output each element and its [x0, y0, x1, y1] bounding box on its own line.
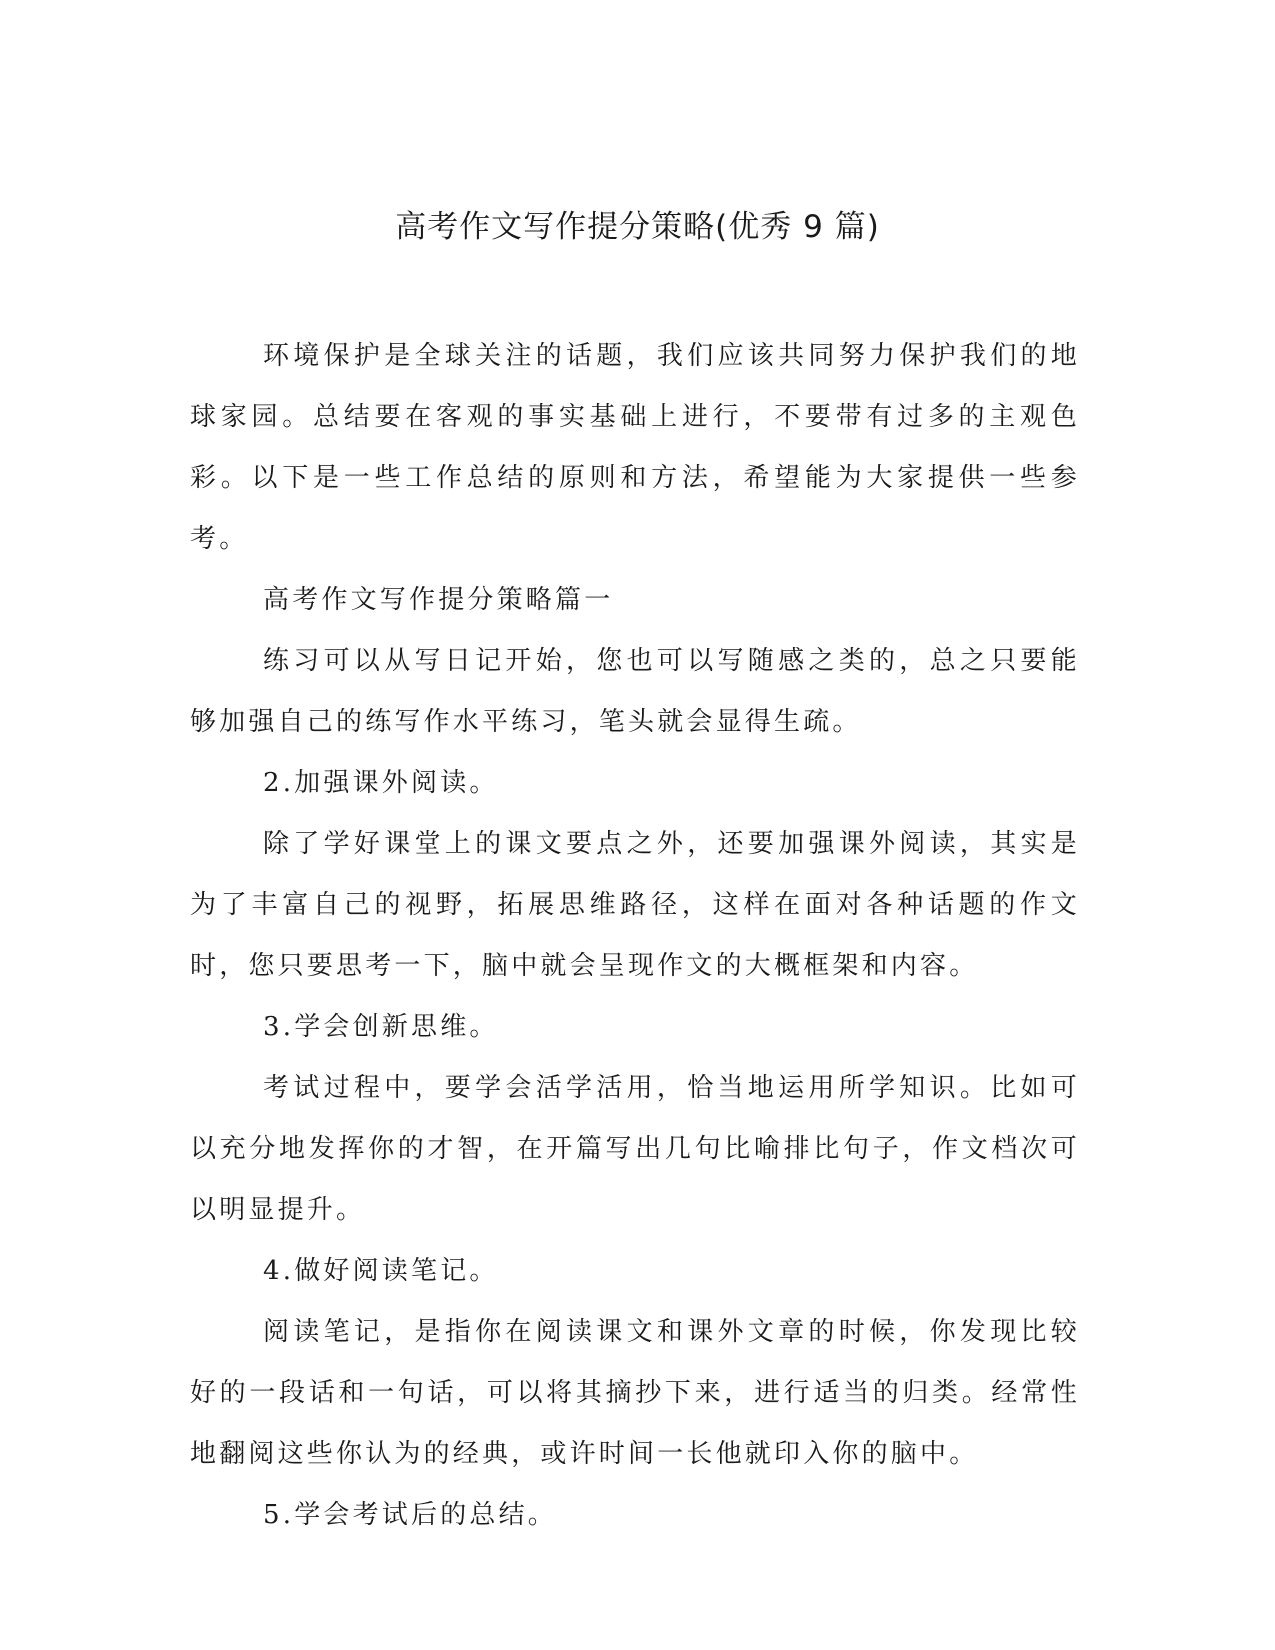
document-title: 高考作文写作提分策略(优秀 9 篇) [395, 209, 880, 245]
point-heading: 5.学会考试后的总结。 [263, 1500, 558, 1530]
section-heading: 高考作文写作提分策略篇一 [263, 585, 614, 615]
point-heading: 4.做好阅读笔记。 [263, 1256, 499, 1286]
body-paragraph: 练习可以从写日记开始，您也可以写随感之类的，总之只要能够加强自己的练写作水平练习，笔头就会显得生疏。 [190, 646, 1080, 737]
body-paragraph: 除了学好课堂上的课文要点之外，还要加强课外阅读，其实是为了丰富自己的视野，拓展思维路径，这样在面对各种话题的作文时，您只要思考一下，脑中就会呈现作文的大概框架和内容。 [190, 829, 1080, 981]
body-paragraph: 阅读笔记，是指你在阅读课文和课外文章的时候，你发现比较好的一段话和一句话，可以将其摘抄下来，进行适当的归类。经常性地翻阅这些你认为的经典，或许时间一长他就印入你的脑中。 [190, 1317, 1080, 1469]
point-heading: 3.学会创新思维。 [263, 1012, 499, 1042]
point-heading: 2.加强课外阅读。 [263, 768, 499, 798]
document-body [190, 326, 1080, 1546]
body-paragraph: 考试过程中，要学会活学活用，恰当地运用所学知识。比如可以充分地发挥你的才智，在开篇写出几句比喻排比句子，作文档次可以明显提升。 [190, 1073, 1080, 1225]
intro-paragraph: 环境保护是全球关注的话题，我们应该共同努力保护我们的地球家园。总结要在客观的事实基础上进行，不要带有过多的主观色彩。以下是一些工作总结的原则和方法，希望能为大家提供一些参考。 [190, 341, 1080, 554]
